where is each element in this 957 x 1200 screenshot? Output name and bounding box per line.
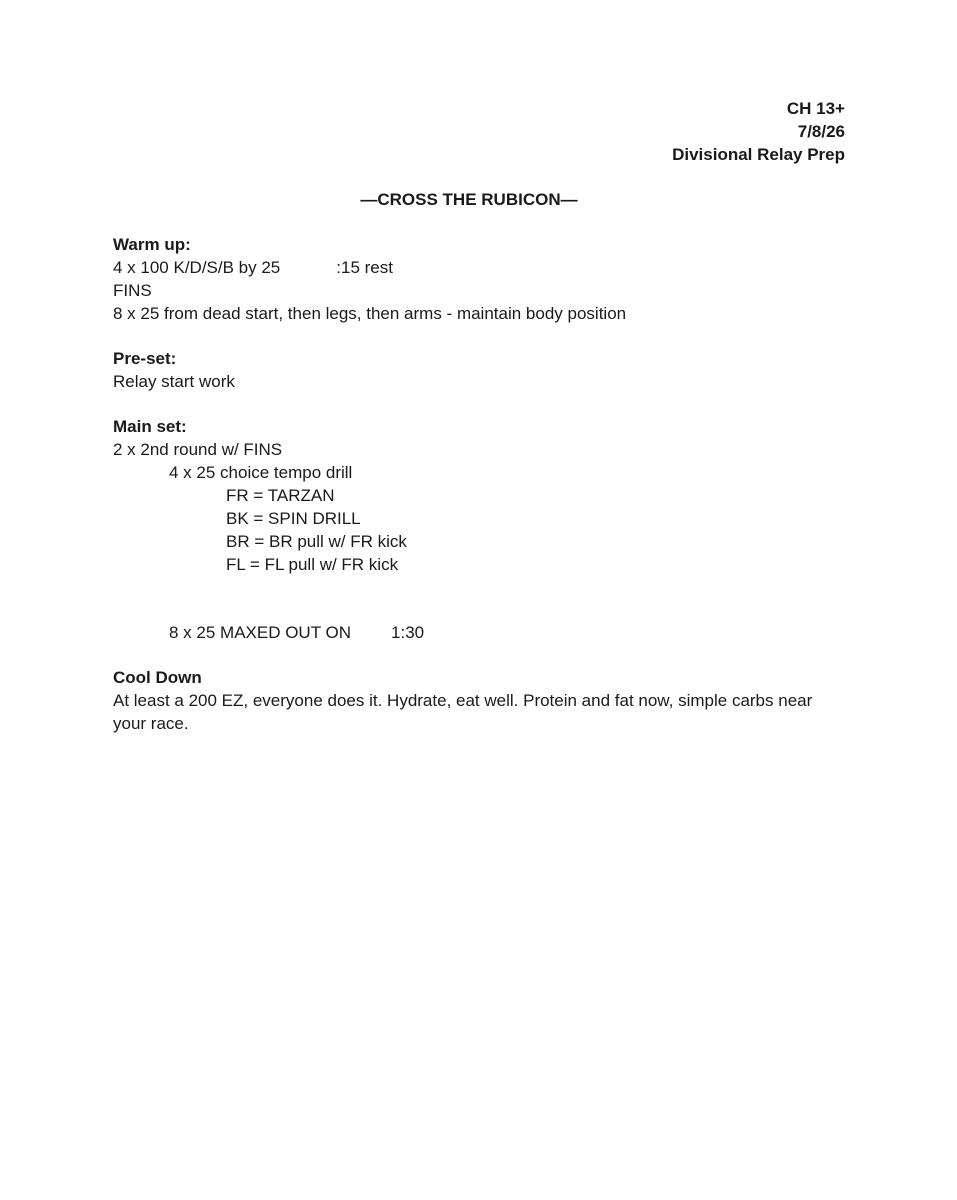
mainset-final-set-text: 8 x 25 MAXED OUT ON [169, 623, 352, 642]
workout-title: —CROSS THE RUBICON— [360, 190, 578, 209]
document-header [113, 97, 845, 166]
cooldown-text: At least a 200 EZ, everyone does it. Hydrate, eat well. Protein and fat now, simple carbs near your race. [113, 691, 813, 733]
preset-heading: Pre-set: [113, 349, 177, 368]
mainset-line: 4 x 25 choice tempo drill [169, 463, 353, 482]
cooldown-section [113, 666, 845, 735]
drill-item: BR = BR pull w/ FR kick [226, 532, 407, 551]
mainset-final-interval-text: 1:30 [391, 623, 425, 642]
preset-line: Relay start work [113, 372, 235, 391]
drill-item: BK = SPIN DRILL [226, 509, 361, 528]
workout-focus-label: Divisional Relay Prep [672, 145, 845, 164]
document-page [113, 97, 845, 735]
preset-section [113, 347, 845, 393]
warmup-set-text: 4 x 100 K/D/S/B by 25 [113, 258, 281, 277]
warmup-line: 8 x 25 from dead start, then legs, then arms - maintain body position [113, 304, 627, 323]
date-label: 7/8/26 [797, 122, 845, 141]
warmup-section [113, 233, 845, 325]
mainset-heading: Main set: [113, 417, 187, 436]
mainset-line: 2 x 2nd round w/ FINS [113, 440, 283, 459]
blank-space [113, 576, 845, 621]
warmup-heading: Warm up: [113, 235, 191, 254]
warmup-line [113, 256, 845, 279]
drill-item: FL = FL pull w/ FR kick [226, 555, 399, 574]
warmup-line: FINS [113, 281, 152, 300]
group-label: CH 13+ [786, 99, 845, 118]
warmup-rest-text: :15 rest [336, 258, 393, 277]
drill-item: FR = TARZAN [226, 486, 335, 505]
mainset-final-line [113, 621, 845, 644]
mainset-section [113, 415, 845, 644]
cooldown-heading: Cool Down [113, 668, 202, 687]
